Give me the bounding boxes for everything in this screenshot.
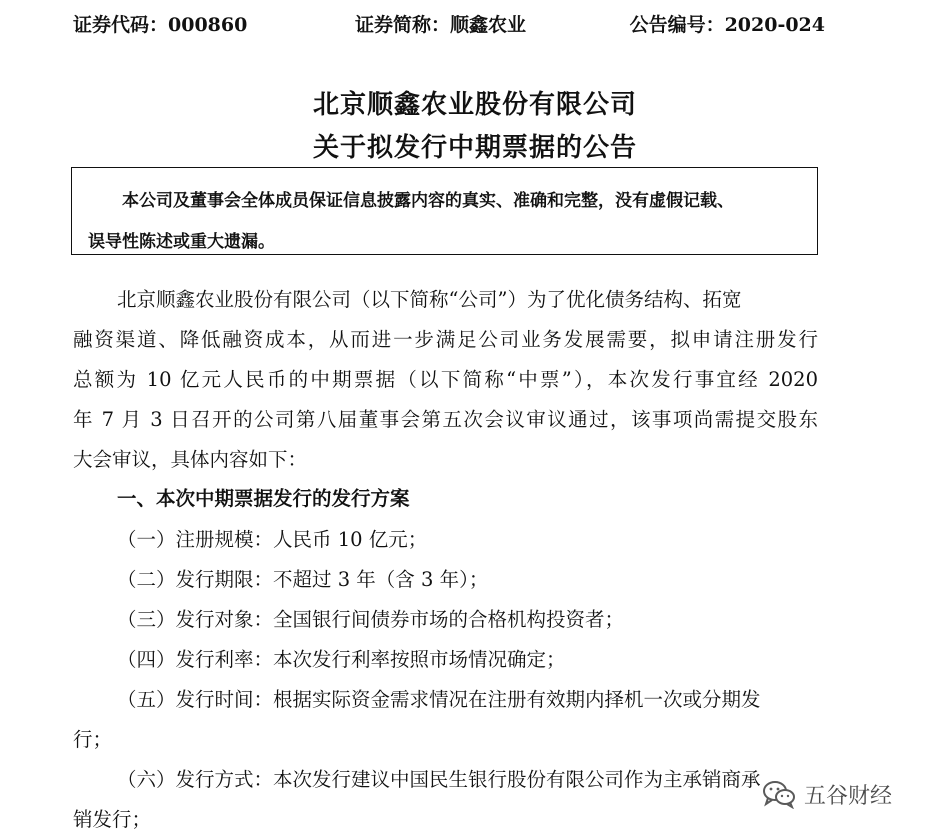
intro-line-5: 大会审议，具体内容如下： [73,448,308,471]
securities-code: 证券代码：000860 [73,14,248,36]
plan-item-method: （六）发行方式：本次发行建议中国民生银行股份有限公司作为主承销商承 [117,768,761,791]
announcement-title: 关于拟发行中期票据的公告 [312,133,637,163]
plan-item-target: （三）发行对象：全国银行间债券市场的合格机构投资者； [117,608,625,631]
intro-line-3: 总额为 10 亿元人民币的中期票据（以下简称“中票”），本次发行事宜经 2020 [73,368,818,391]
plan-item-method-cont: 销发行； [73,808,152,831]
plan-item-rate: （四）发行利率：本次发行利率按照市场情况确定； [117,648,566,671]
section-heading: 一、本次中期票据发行的发行方案 [117,487,410,510]
intro-line-4: 年 7 月 3 日召开的公司第八届董事会第五次会议审议通过，该事项尚需提交股东 [73,408,818,431]
document-header [73,10,825,40]
plan-item-term: （二）发行期限：不超过 3 年（含 3 年）； [117,568,489,591]
watermark [762,776,892,812]
plan-item-time-cont: 行； [73,728,113,751]
disclaimer-line-2: 误导性陈述或重大遗漏。 [88,232,275,252]
intro-line-2: 融资渠道、降低融资成本，从而进一步满足公司业务发展需要，拟申请注册发行 [73,328,818,351]
securities-name: 证券简称：顺鑫农业 [355,14,527,36]
wechat-icon [762,779,796,809]
disclaimer-box [71,167,818,255]
intro-line-1: 北京顺鑫农业股份有限公司（以下简称“公司”）为了优化债务结构、拓宽 [117,288,742,311]
announcement-number: 公告编号：2020-024 [629,14,825,36]
disclaimer-line-1: 本公司及董事会全体成员保证信息披露内容的真实、准确和完整，没有虚假记载、 [122,191,734,211]
company-title: 北京顺鑫农业股份有限公司 [312,90,637,120]
watermark-text: 五谷财经 [804,783,893,809]
plan-item-scale: （一）注册规模：人民币 10 亿元； [117,528,428,551]
plan-item-time: （五）发行时间：根据实际资金需求情况在注册有效期内择机一次或分期发 [117,688,761,711]
